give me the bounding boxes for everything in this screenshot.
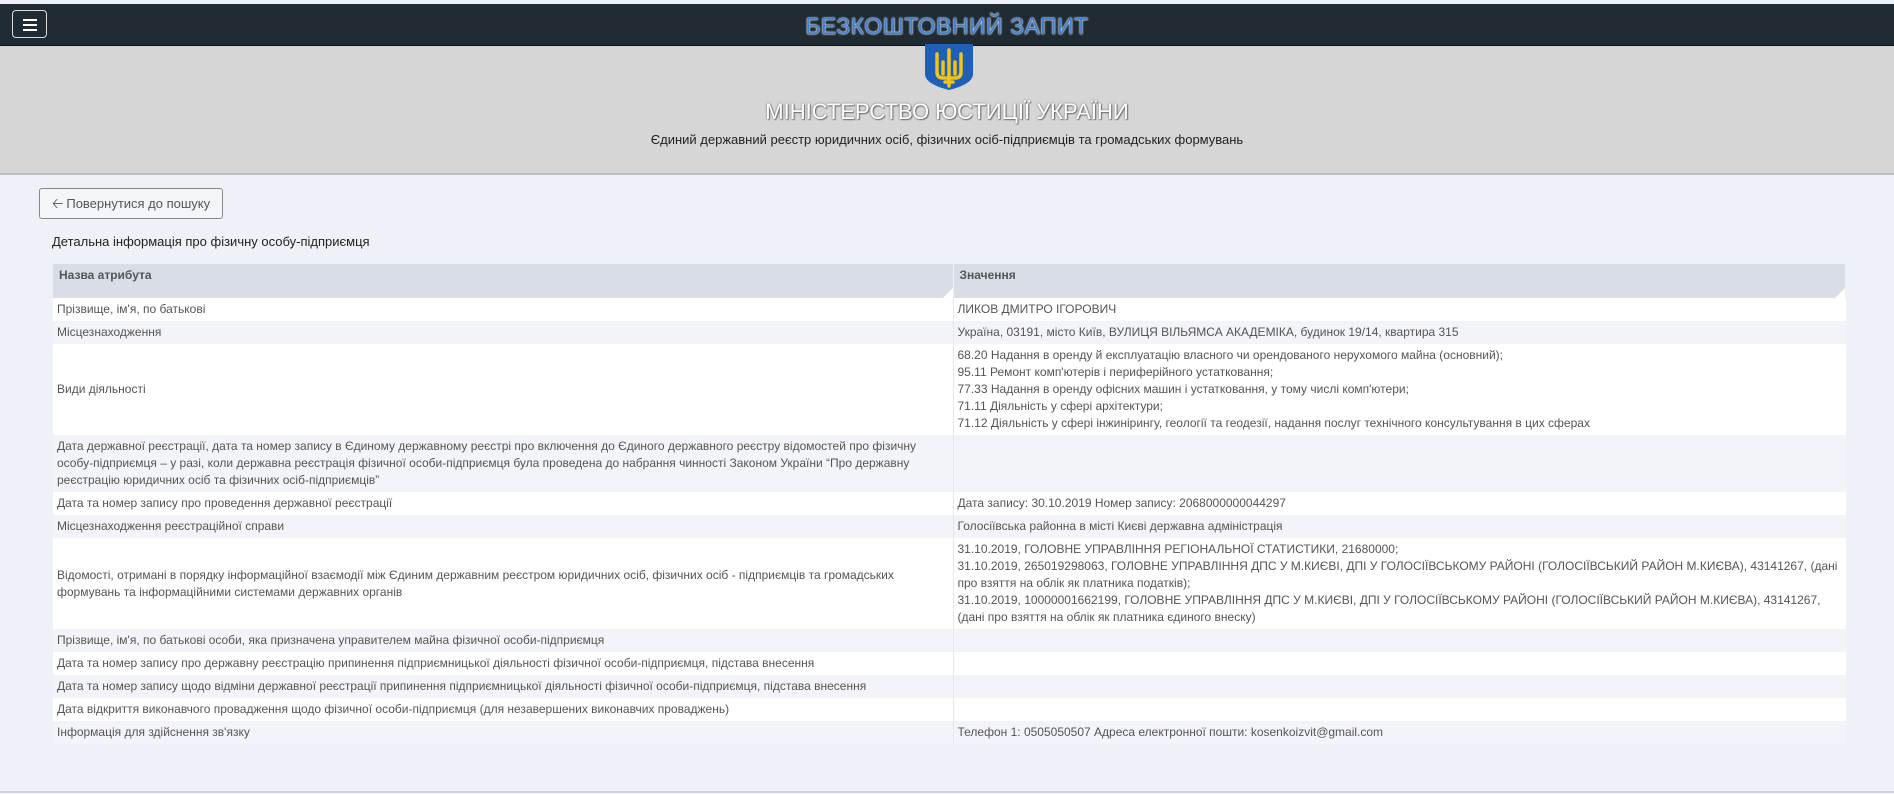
- value-cell: [953, 515, 1846, 538]
- table-row: [53, 538, 1846, 629]
- table-row: [53, 675, 1846, 698]
- value-line: 31.10.2019, ГОЛОВНЕ УПРАВЛІННЯ РЕГІОНАЛЬНОЇ СТАТИСТИКИ, 21680000;: [957, 542, 1399, 556]
- table-row: [53, 492, 1846, 515]
- table-row: [53, 652, 1846, 675]
- value-line: 31.10.2019, 265019298063, ГОЛОВНЕ УПРАВЛІННЯ ДПС У М.КИЄВІ, ДПІ У ГОЛОСІЇВСЬКОМУ РАЙОНІ (ГОЛОСІЇВСЬКИЙ РАЙОН М.КИЄВА), 43141267, (дані про взяття на облік як платника податків);: [957, 559, 1838, 590]
- attribute-cell: Прізвище, ім'я, по батькові: [53, 298, 953, 321]
- footer-divider: [0, 791, 1894, 793]
- value-line: 95.11 Ремонт комп'ютерів і периферійного устатковання;: [957, 365, 1274, 379]
- attribute-cell: Відомості, отримані в порядку інформаційної взаємодії між Єдиним державним реєстром юридичних осіб, фізичних осіб - підприємців та громадських формувань та інформаційними системами державних органів: [53, 538, 953, 629]
- value-line: 68.20 Надання в оренду й експлуатацію власного чи орендованого нерухомого майна (основний);: [957, 348, 1503, 362]
- ministry-header: [0, 46, 1894, 175]
- page-title: БЕЗКОШТОВНИЙ ЗАПИТ: [805, 13, 1089, 39]
- table-row: [53, 515, 1846, 538]
- value-cell: [953, 698, 1846, 721]
- details-table: [53, 264, 1846, 744]
- ukraine-trident-emblem-icon: [921, 44, 977, 90]
- value-cell: [953, 321, 1846, 344]
- back-to-search-button[interactable]: [39, 188, 223, 219]
- value-line: ЛИКОВ ДМИТРО ІГОРОВИЧ: [957, 302, 1117, 316]
- value-cell: [953, 298, 1846, 321]
- back-button-label: Повернутися до пошуку: [66, 196, 211, 211]
- column-header-value[interactable]: Значення: [953, 264, 1846, 298]
- value-line: 31.10.2019, 10000001662199, ГОЛОВНЕ УПРАВЛІННЯ ДПС У М.КИЄВІ, ДПІ У ГОЛОСІЇВСЬКОМУ РАЙОНІ (ГОЛОСІЇВСЬКИЙ РАЙОН М.КИЄВА), 43141267, (дані про взяття на облік як платника єдиного внеску): [957, 593, 1821, 624]
- table-row: [53, 321, 1846, 344]
- attribute-cell: Види діяльності: [53, 344, 953, 435]
- attribute-cell: Дата та номер запису щодо відміни державної реєстрації припинення підприємницької діяльності фізичної особи-підприємця, підстава внесення: [53, 675, 953, 698]
- value-cell: [953, 435, 1846, 492]
- attribute-cell: Дата відкриття виконавчого провадження щодо фізичної особи-підприємця (для незавершених виконавчих проваджень): [53, 698, 953, 721]
- column-header-attribute[interactable]: Назва атрибута: [53, 264, 953, 298]
- attribute-cell: Місцезнаходження реєстраційної справи: [53, 515, 953, 538]
- table-row: [53, 698, 1846, 721]
- value-cell: [953, 652, 1846, 675]
- value-cell: [953, 538, 1846, 629]
- attribute-cell: Дата та номер запису про державну реєстрацію припинення підприємницької діяльності фізичної особи-підприємця, підстава внесення: [53, 652, 953, 675]
- value-line: 77.33 Надання в оренду офісних машин і устатковання, у тому числі комп'ютери;: [957, 382, 1409, 396]
- value-line: 71.12 Діяльність у сфері інжинірингу, геології та геодезії, надання послуг технічного консультування в цих сферах: [957, 416, 1590, 430]
- attribute-cell: Інформація для здійснення зв'язку: [53, 721, 953, 744]
- value-cell: [953, 344, 1846, 435]
- value-cell: [953, 721, 1846, 744]
- value-line: Дата запису: 30.10.2019 Номер запису: 2068000000044297: [957, 496, 1286, 510]
- table-header-row: [53, 264, 1846, 298]
- table-row: [53, 344, 1846, 435]
- table-row: [53, 721, 1846, 744]
- arrow-left-icon: 🡠: [52, 195, 64, 211]
- attribute-cell: Прізвище, ім'я, по батькові особи, яка призначена управителем майна фізичної особи-підприємця: [53, 629, 953, 652]
- ministry-name: МІНІСТЕРСТВО ЮСТИЦІЇ УКРАЇНИ: [765, 99, 1129, 124]
- registry-name: Єдиний державний реєстр юридичних осіб, фізичних осіб-підприємців та громадських формувань: [650, 132, 1244, 147]
- attribute-cell: Дата державної реєстрації, дата та номер запису в Єдиному державному реєстрі про включення до Єдиного державного реєстру відомостей про фізичну особу-підприємця – у разі, коли державна реєстрація фізичної особи-підприємця була проведена до набрання чинності Законом України “Про державну реєстрацію юридичних осіб та фізичних осіб-підприємців”: [53, 435, 953, 492]
- value-line: Україна, 03191, місто Київ, ВУЛИЦЯ ВІЛЬЯМСА АКАДЕМІКА, будинок 19/14, квартира 315: [957, 325, 1459, 339]
- value-cell: [953, 675, 1846, 698]
- value-cell: [953, 629, 1846, 652]
- attribute-cell: Дата та номер запису про проведення державної реєстрації: [53, 492, 953, 515]
- table-row: [53, 435, 1846, 492]
- value-line: 71.11 Діяльність у сфері архітектури;: [957, 399, 1163, 413]
- value-cell: [953, 492, 1846, 515]
- table-row: [53, 629, 1846, 652]
- section-title: Детальна інформація про фізичну особу-підприємця: [52, 234, 370, 249]
- value-line: Голосіївська районна в місті Києві державна адміністрація: [957, 519, 1283, 533]
- value-line: Телефон 1: 0505050507 Адреса електронної пошти: kosenkoizvit@gmail.com: [957, 725, 1384, 739]
- top-navbar: [0, 4, 1894, 46]
- attribute-cell: Місцезнаходження: [53, 321, 953, 344]
- table-row: [53, 298, 1846, 321]
